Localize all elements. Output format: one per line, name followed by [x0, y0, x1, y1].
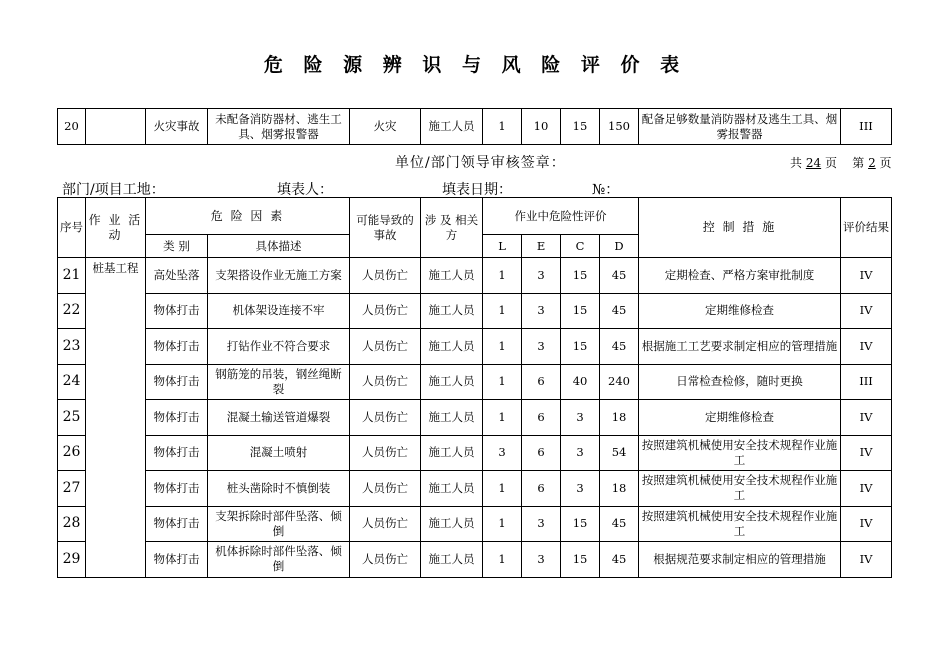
party-cell: 施工人员	[421, 258, 483, 294]
number-label: №：	[592, 182, 620, 198]
measure-cell: 定期检查、严格方案审批制度	[639, 258, 841, 294]
l-cell: 1	[483, 109, 522, 145]
d-cell: 18	[600, 471, 639, 507]
measure-cell: 根据规范要求制定相应的管理措施	[639, 542, 841, 578]
accident-cell: 人员伤亡	[350, 258, 421, 294]
description-cell: 桩头凿除时不慎倒装	[208, 471, 350, 507]
category-cell: 物体打击	[146, 364, 208, 400]
e-cell: 3	[522, 329, 561, 365]
category-cell: 物体打击	[146, 293, 208, 329]
row-number: 20	[58, 109, 86, 145]
d-cell: 18	[600, 400, 639, 436]
d-cell: 45	[600, 542, 639, 578]
header-e: E	[522, 235, 561, 258]
e-cell: 3	[522, 293, 561, 329]
row-number: 23	[58, 329, 86, 365]
description-cell: 支架拆除时部件坠落、倾倒	[208, 506, 350, 542]
dept-label: 部门/项目工地：	[62, 182, 165, 198]
accident-cell: 人员伤亡	[350, 293, 421, 329]
c-cell: 15	[561, 258, 600, 294]
description-cell: 钢筋笼的吊装，钢丝绳断裂	[208, 364, 350, 400]
accident-cell: 火灾	[350, 109, 421, 145]
hazard-table	[57, 197, 892, 578]
c-cell: 40	[561, 364, 600, 400]
e-cell: 6	[522, 364, 561, 400]
category-cell: 物体打击	[146, 506, 208, 542]
c-cell: 15	[561, 109, 600, 145]
table-row	[58, 109, 892, 145]
l-cell: 1	[483, 293, 522, 329]
table-row	[58, 471, 892, 507]
previous-row-table	[57, 108, 892, 145]
accident-cell: 人员伤亡	[350, 400, 421, 436]
party-cell: 施工人员	[421, 435, 483, 471]
header-result: 评价结果	[841, 198, 892, 258]
l-cell: 1	[483, 364, 522, 400]
measure-cell: 按照建筑机械使用安全技术规程作业施工	[639, 471, 841, 507]
page-title: 危 险 源 辨 识 与 风 险 评 价 表	[263, 54, 687, 76]
row-number: 26	[58, 435, 86, 471]
header-activity: 作 业 活 动	[86, 198, 146, 258]
e-cell: 6	[522, 435, 561, 471]
header-party: 涉 及 相关方	[421, 198, 483, 258]
current-suffix: 页	[879, 156, 892, 170]
party-cell: 施工人员	[421, 506, 483, 542]
header-desc: 具体描述	[208, 235, 350, 258]
accident-cell: 人员伤亡	[350, 542, 421, 578]
d-cell: 54	[600, 435, 639, 471]
category-cell: 物体打击	[146, 542, 208, 578]
d-cell: 150	[600, 109, 639, 145]
c-cell: 3	[561, 400, 600, 436]
result-cell: III	[841, 109, 892, 145]
total-pages: 24	[805, 156, 822, 170]
category-cell: 火灾事故	[146, 109, 208, 145]
category-cell: 物体打击	[146, 471, 208, 507]
current-prefix: 第	[852, 156, 865, 170]
measure-cell: 日常检查检修，随时更换	[639, 364, 841, 400]
description-cell: 机体架设连接不牢	[208, 293, 350, 329]
accident-cell: 人员伤亡	[350, 471, 421, 507]
category-cell: 高处坠落	[146, 258, 208, 294]
description-cell: 混凝土输送管道爆裂	[208, 400, 350, 436]
row-number: 29	[58, 542, 86, 578]
result-cell: III	[841, 364, 892, 400]
date-label: 填表日期：	[442, 182, 512, 198]
measure-cell: 定期维修检查	[639, 293, 841, 329]
header-measure: 控 制 措 施	[639, 198, 841, 258]
category-cell: 物体打击	[146, 400, 208, 436]
row-number: 27	[58, 471, 86, 507]
header-seq: 序号	[58, 198, 86, 258]
result-cell: IV	[841, 435, 892, 471]
accident-cell: 人员伤亡	[350, 364, 421, 400]
c-cell: 15	[561, 329, 600, 365]
category-cell: 物体打击	[146, 435, 208, 471]
description-cell: 打钻作业不符合要求	[208, 329, 350, 365]
activity-cell	[86, 109, 146, 145]
l-cell: 1	[483, 258, 522, 294]
row-number: 25	[58, 400, 86, 436]
filler-label: 填表人：	[277, 182, 333, 198]
d-cell: 240	[600, 364, 639, 400]
e-cell: 3	[522, 542, 561, 578]
party-cell: 施工人员	[421, 400, 483, 436]
approval-label: 单位/部门领导审核签章：	[395, 155, 566, 171]
l-cell: 1	[483, 506, 522, 542]
header-l: L	[483, 235, 522, 258]
l-cell: 1	[483, 329, 522, 365]
row-number: 21	[58, 258, 86, 294]
measure-cell: 按照建筑机械使用安全技术规程作业施工	[639, 435, 841, 471]
result-cell: IV	[841, 471, 892, 507]
result-cell: IV	[841, 506, 892, 542]
accident-cell: 人员伤亡	[350, 329, 421, 365]
party-cell: 施工人员	[421, 109, 483, 145]
activity-group-cell: 桩基工程	[86, 258, 146, 578]
header-category: 类 别	[146, 235, 208, 258]
e-cell: 3	[522, 506, 561, 542]
d-cell: 45	[600, 293, 639, 329]
table-row	[58, 258, 892, 294]
header-eval: 作业中危险性评价	[483, 198, 639, 235]
total-prefix: 共	[790, 156, 803, 170]
measure-cell: 按照建筑机械使用安全技术规程作业施工	[639, 506, 841, 542]
l-cell: 1	[483, 400, 522, 436]
c-cell: 3	[561, 435, 600, 471]
party-cell: 施工人员	[421, 471, 483, 507]
result-cell: IV	[841, 293, 892, 329]
category-cell: 物体打击	[146, 329, 208, 365]
result-cell: IV	[841, 258, 892, 294]
form-header	[62, 179, 882, 197]
table-row	[58, 400, 892, 436]
table-row	[58, 542, 892, 578]
table-row	[58, 435, 892, 471]
table-row	[58, 293, 892, 329]
party-cell: 施工人员	[421, 329, 483, 365]
c-cell: 15	[561, 506, 600, 542]
accident-cell: 人员伤亡	[350, 506, 421, 542]
description-cell: 机体拆除时部件坠落、倾倒	[208, 542, 350, 578]
party-cell: 施工人员	[421, 364, 483, 400]
e-cell: 6	[522, 471, 561, 507]
header-row	[58, 198, 892, 235]
description-cell: 混凝土喷射	[208, 435, 350, 471]
c-cell: 3	[561, 471, 600, 507]
d-cell: 45	[600, 506, 639, 542]
e-cell: 10	[522, 109, 561, 145]
measure-cell: 根据施工工艺要求制定相应的管理措施	[639, 329, 841, 365]
row-number: 22	[58, 293, 86, 329]
description-cell: 支架搭设作业无施工方案	[208, 258, 350, 294]
table-row	[58, 364, 892, 400]
measure-cell: 配备足够数量消防器材及逃生工具、烟雾报警器	[639, 109, 841, 145]
page-indicator	[790, 154, 892, 171]
result-cell: IV	[841, 542, 892, 578]
current-page: 2	[868, 156, 876, 170]
l-cell: 1	[483, 542, 522, 578]
header-c: C	[561, 235, 600, 258]
party-cell: 施工人员	[421, 542, 483, 578]
e-cell: 3	[522, 258, 561, 294]
l-cell: 3	[483, 435, 522, 471]
accident-cell: 人员伤亡	[350, 435, 421, 471]
row-number: 24	[58, 364, 86, 400]
l-cell: 1	[483, 471, 522, 507]
row-number: 28	[58, 506, 86, 542]
d-cell: 45	[600, 329, 639, 365]
header-accident: 可能导致的事故	[350, 198, 421, 258]
table-row	[58, 506, 892, 542]
measure-cell: 定期维修检查	[639, 400, 841, 436]
header-d: D	[600, 235, 639, 258]
header-hazard: 危 险 因 素	[146, 198, 350, 235]
e-cell: 6	[522, 400, 561, 436]
c-cell: 15	[561, 542, 600, 578]
c-cell: 15	[561, 293, 600, 329]
description-cell: 未配备消防器材、逃生工具、烟雾报警器	[208, 109, 350, 145]
page-suffix: 页	[824, 156, 837, 170]
party-cell: 施工人员	[421, 293, 483, 329]
table-row	[58, 329, 892, 365]
result-cell: IV	[841, 400, 892, 436]
d-cell: 45	[600, 258, 639, 294]
result-cell: IV	[841, 329, 892, 365]
